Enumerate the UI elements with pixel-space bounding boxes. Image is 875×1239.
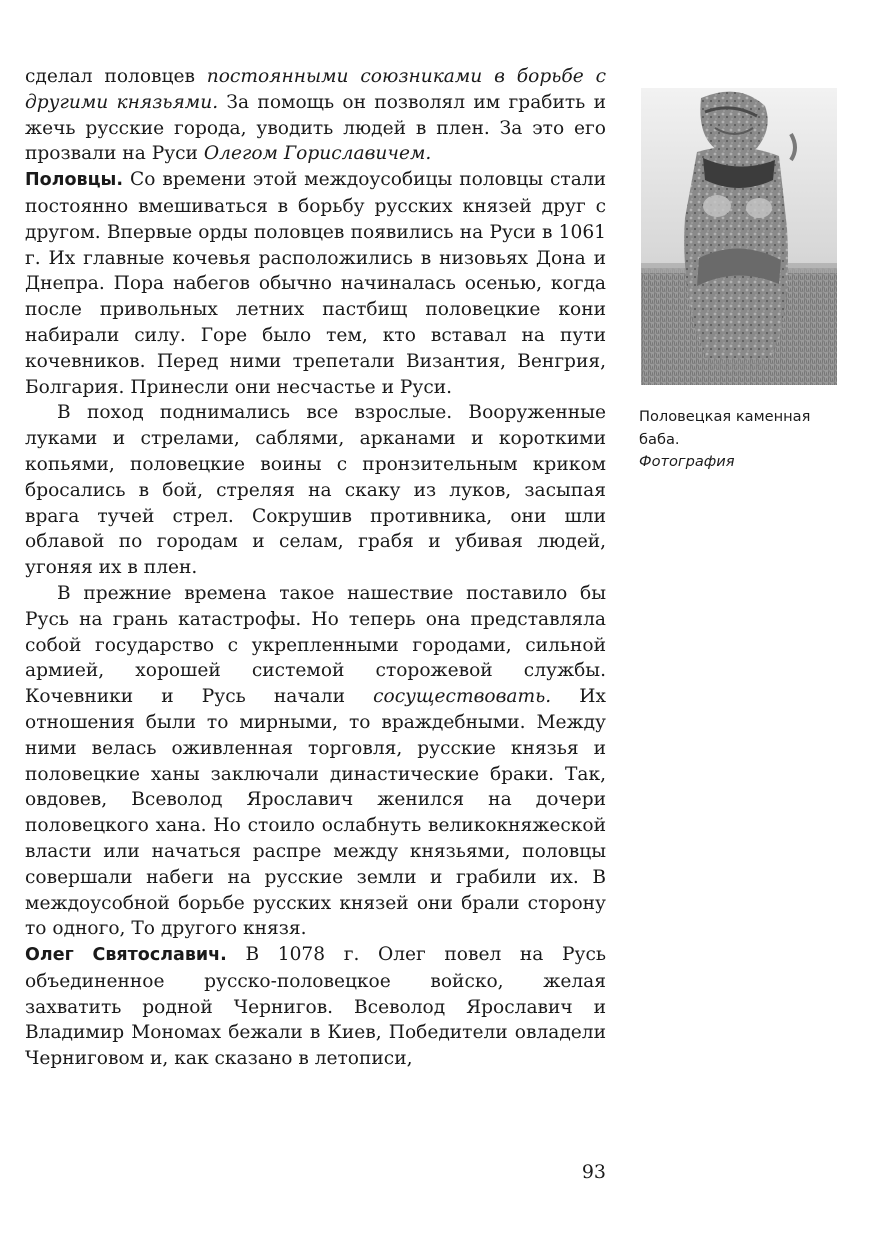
section-heading-oleg: Олег Святославич. <box>25 945 227 966</box>
paragraph-polovtsy: Половцы. Со времени этой междоусобицы половцы стали постоянно вмешиваться в борьбу русских князей друг с другом. Впервые орды половцев появились на Руси в 1061 г. Их главные кочевья расположились в низовьях Дона и Днепра. Пора набегов обычно начиналась осенью, когда после привольных летних пастбищ половецкие кони набирали силу. Горе было тем, кто вставал на пути кочевников. Перед ними трепетали Византия, Венгрия, Болгария. Принесли они несчастье и Руси. <box>25 169 606 398</box>
main-text <box>25 64 606 1072</box>
paragraph-1: сделал половцев постоянными союзниками в борьбе с другими князьями. За помощь он позволял им грабить и жечь русские города, уводить людей в плен. За это его прозвали на Руси Олегом Гориславичем. <box>25 66 606 165</box>
caption-type: Фотография <box>639 453 735 470</box>
emphasis-nickname: Олегом Гориславичем. <box>203 143 432 165</box>
photo-caption <box>639 406 849 474</box>
section-heading-polovtsy: Половцы. <box>25 170 124 191</box>
caption-title: Половецкая каменная баба. <box>639 408 811 448</box>
paragraph-3: В поход поднимались все взрослые. Вооруженные луками и стрелами, саблями, арканами и короткими копьями, половецкие воины с пронзительным криком бросались в бой, стреляя на скаку из луков, засыпая врага тучей стрел. Сокрушив противника, они шли облавой по городам и селам, грабя и убивая людей, угоняя их в плен. <box>25 402 606 579</box>
paragraph-oleg: Олег Святославич. В 1078 г. Олег повел на Русь объединенное русско-половецкое войско, желая захватить родной Чернигов. Всеволод Ярославич и Владимир Мономах бежали в Киев, Победители овладели Черниговом и, как сказано в летописи, <box>25 944 606 1070</box>
stone-statue-photo <box>641 88 837 385</box>
page-number: 93 <box>581 1161 606 1183</box>
emphasis-coexist: сосуществовать. <box>373 686 552 708</box>
emphasis-allies: постоянными союзниками в борьбе с другими князьями. <box>25 66 606 113</box>
paragraph-4: В прежние времена такое нашествие поставило бы Русь на грань катастрофы. Но теперь она представляла собой государство с укрепленными городами, сильной армией, хорошей системой сторожевой службы. Кочевники и Русь начали сосуществовать. Их отношения были то мирными, то враждебными. Между ними велась оживленная торговля, русские князья и половецкие ханы заключали династические браки. Так, овдовев, Всеволод Ярославич женился на дочери половецкого хана. Но стоило ослабнуть великокняжеской власти или начаться распре между князьями, половцы совершали набеги на русские земли и грабили их. В междоусобной борьбе русских князей они брали сторону то одного, То другого князя. <box>25 582 606 940</box>
